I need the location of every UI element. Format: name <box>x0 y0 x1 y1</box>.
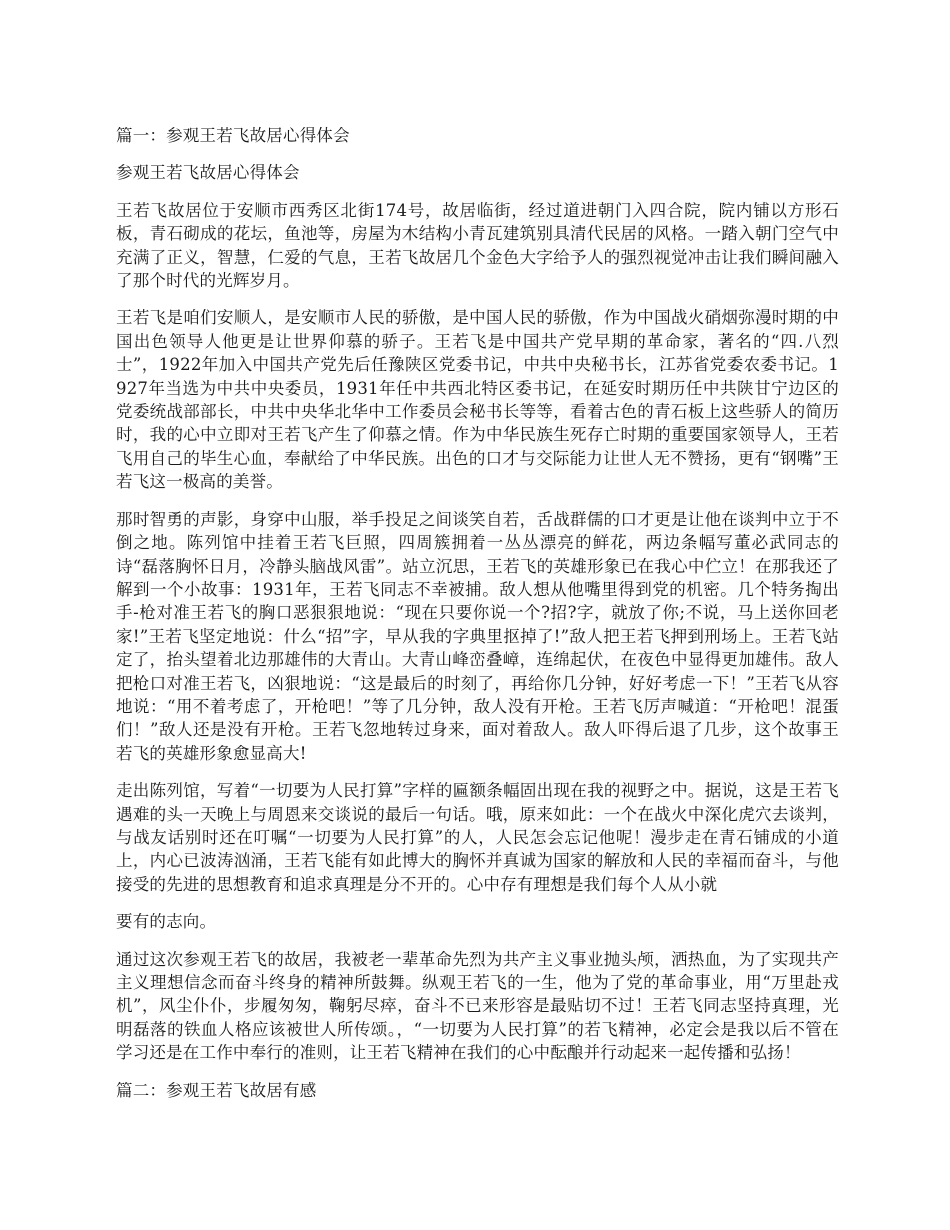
document-body <box>116 124 839 1116</box>
section-two-heading: 篇二：参观王若飞故居有感 <box>116 1080 317 1100</box>
paragraph-story: 那时智勇的声影，身穿中山服，举手投足之间谈笑自若，舌战群儒的口才更是让他在谈判中立于不倒之地。陈列馆中挂着王若飞巨照，四周簇拥着一丛丛漂亮的鲜花，两边条幅写董必武同志的诗“磊落胸怀日月，冷静头脑战风雷”。站立沉思，王若飞的英雄形象已在我心中伫立！在那我还了解到一个小故事：1931年，王若飞同志不幸被捕。敌人想从他嘴里得到党的机密。几个特务掏出手-枪对准王若飞的胸口恶狠狠地说：“现在只要你说一个?招?字，就放了你;不说，马上送你回老家!”王若飞坚定地说：什么“招”字，早从我的字典里抠掉了!”敌人把王若飞押到刑场上。王若飞站定了，抬头望着北边那雄伟的大青山。大青山峰峦叠嶂，连绵起伏，在夜色中显得更加雄伟。敌人把枪口对准王若飞，凶狠地说：“这是最后的时刻了，再给你几分钟，好好考虑一下！”王若飞从容地说：“用不着考虑了，开枪吧！”等了几分钟，敌人没有开枪。王若飞厉声喊道：“开枪吧！混蛋们！”敌人还是没有开枪。王若飞忽地转过身来，面对着敌人。敌人吓得后退了几步，这个故事王若飞的英雄形象愈显高大! <box>116 509 839 763</box>
paragraph-biography: 王若飞是咱们安顺人，是安顺市人民的骄傲，是中国人民的骄傲，作为中国战火硝烟弥漫时期的中国出色领导人他更是让世界仰慕的骄子。王若飞是中国共产党早期的革命家，著名的“四.八烈士”，1922年加入中国共产党先后任豫陕区党委书记，中共中央秘书长，江苏省党委农委书记。1927年当选为中共中央委员，1931年任中共西北特区委书记，在延安时期历任中共陕甘宁边区的党委统战部部长，中共中央华北华中工作委员会秘书长等等，看着古色的青石板上这些骄人的简历时，我的心中立即对王若飞产生了仰慕之情。作为中华民族生死存亡时期的重要国家领导人，王若飞用自己的毕生心血，奉献给了中华民族。出色的口才与交际能力让世人无不赞扬，更有“钢嘴”王若飞这一极高的美誉。 <box>116 308 839 492</box>
section-one-heading: 篇一：参观王若飞故居心得体会 <box>116 126 350 145</box>
paragraph-conclusion: 通过这次参观王若飞的故居，我被老一辈革命先烈为共产主义事业抛头颅，洒热血，为了实现共产主义理想信念而奋斗终身的精神所鼓舞。纵观王若飞的一生，他为了党的革命事业，用“万里赴戎机”，风尘仆仆，步履匆匆，鞠躬尽瘁，奋斗不已来形容是最贴切不过！王若飞同志坚持真理，光明磊落的铁血人格应该被世人所传颂。，“一切要为人民打算”的若飞精神，必定会是我以后不管在学习还是在工作中奉行的准则，让王若飞精神在我们的心中酝酿并行动起来一起传播和弘扬！ <box>116 949 839 1063</box>
paragraph-exhibition: 走出陈列馆，写着“一切要为人民打算”字样的匾额条幅固出现在我的视野之中。据说，这是王若飞遇难的头一天晚上与周恩来交谈说的最后一句话。哦，原来如此：一个在战火中深化虎穴去谈判，与战友话别时还在叮嘱“一切要为人民打算”的人，人民怎会忘记他呢！漫步走在青石铺成的小道上，内心已波涛汹涌，王若飞能有如此博大的胸怀并真诚为国家的解放和人民的幸福而奋斗，与他接受的先进的思想教育和追求真理是分不开的。心中存有理想是我们每个人从小就 <box>116 781 839 894</box>
paragraph-intro: 王若飞故居位于安顺市西秀区北街174号，故居临街，经过道进朝门入四合院，院内铺以方形石板，青石砌成的花坛，鱼池等，房屋为木结构小青瓦建筑别具清代民居的风格。一踏入朝门空气中充满了正义，智慧，仁爱的气息，王若飞故居几个金色大字给予人的强烈视觉冲击让我们瞬间融入了那个时代的光辉岁月。 <box>116 200 839 291</box>
document-title: 参观王若飞故居心得体会 <box>116 163 300 183</box>
paragraph-aspiration: 要有的志向。 <box>116 912 217 932</box>
